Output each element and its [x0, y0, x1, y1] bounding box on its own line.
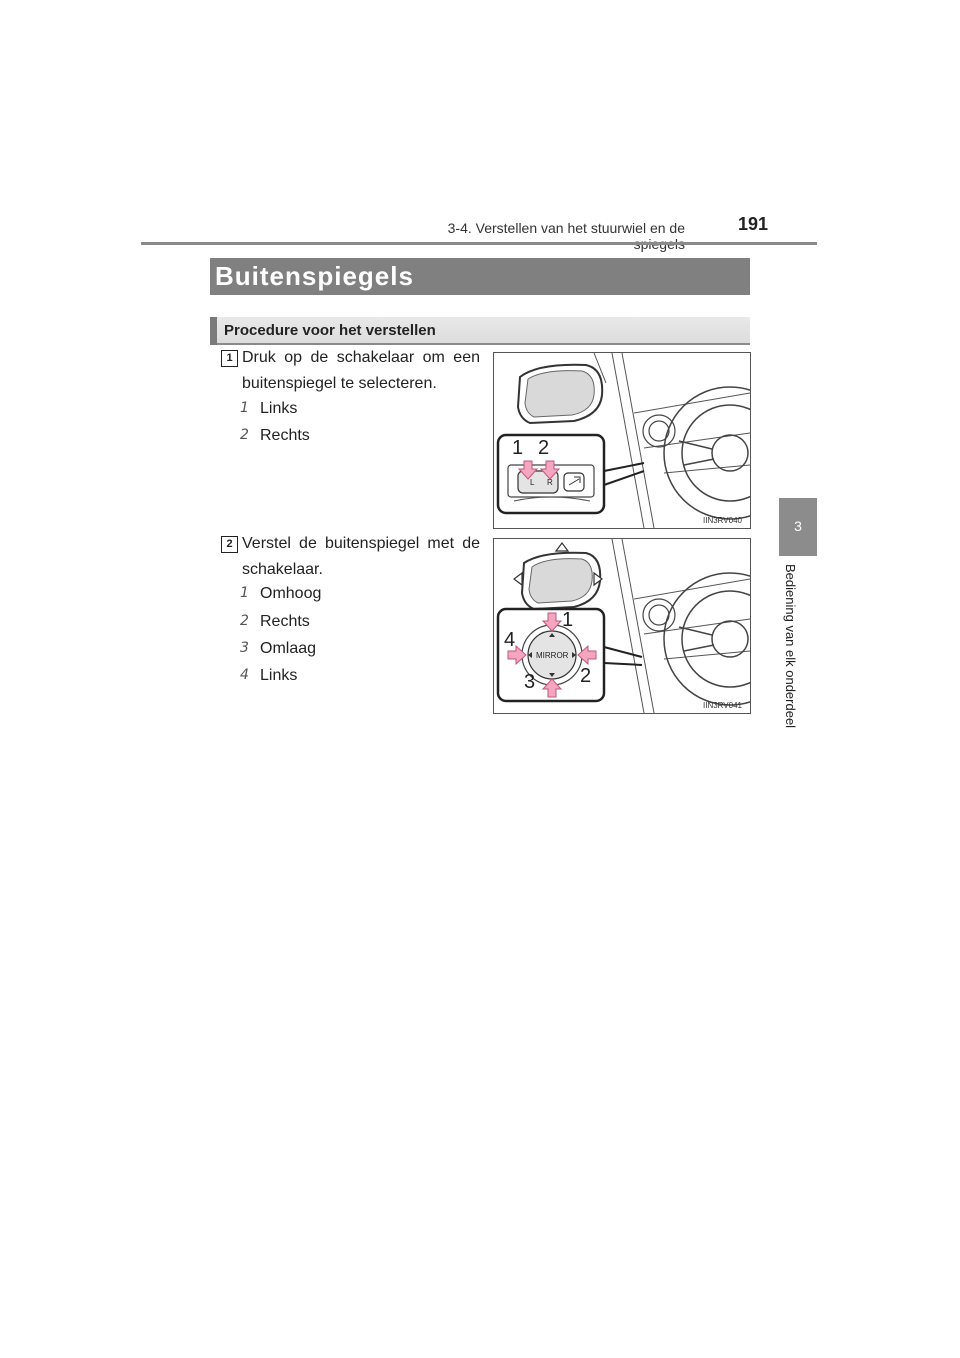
step-2-item-label: Rechts [260, 613, 310, 630]
step-2-item-label: Links [260, 667, 298, 684]
step-2-text-line1: Verstel de buitenspiegel met de [242, 535, 480, 552]
step-1-item-label: Links [260, 400, 298, 417]
section-header: 3-4. Verstellen van het stuurwiel en de [447, 220, 685, 236]
figure-mirror-select [493, 352, 751, 529]
figure-1-illustration [494, 353, 750, 528]
step-2-item-number: 2 [240, 613, 249, 629]
step-number-2: 2 [221, 536, 238, 553]
step-2-text-line2: schakelaar. [242, 561, 323, 578]
step-1-text-line2: buitenspiegel te selecteren. [242, 375, 437, 392]
callout-4: 4 [504, 629, 516, 651]
subheading-title: Procedure voor het verstellen [224, 322, 436, 339]
switch-label: MIRROR [536, 651, 569, 660]
step-1-item-number: 2 [240, 427, 249, 443]
callout-3: 3 [524, 671, 536, 693]
figure-code: IIN3RV041 [703, 701, 742, 710]
step-2-item-number: 4 [240, 667, 249, 683]
step-1-text-line1: Druk op de schakelaar om een [242, 349, 480, 366]
step-1-item-number: 1 [240, 400, 249, 416]
callout-2: 2 [580, 665, 592, 687]
chapter-number: 3 [794, 518, 802, 534]
step-2-item-label: Omlaag [260, 640, 317, 657]
chapter-title: Bediening van elk onderdeel [783, 564, 798, 729]
callout-2: 2 [538, 437, 550, 459]
callout-1: 1 [562, 609, 574, 631]
step-2-item-label: Omhoog [260, 585, 322, 602]
figure-mirror-adjust [493, 538, 751, 714]
step-2-item-number: 1 [240, 585, 249, 601]
step-number-1: 1 [221, 350, 238, 367]
page-number: 191 [738, 214, 769, 234]
subheading-accent [210, 317, 217, 345]
callout-1: 1 [512, 437, 524, 459]
button-label-l: L [530, 478, 535, 487]
figure-code: IIN3RV040 [703, 516, 742, 525]
step-1-item-label: Rechts [260, 427, 310, 444]
step-2-item-number: 3 [240, 640, 249, 656]
side-mirror-shape [522, 553, 600, 609]
button-label-r: R [547, 478, 553, 487]
header-rule [141, 242, 817, 245]
page-title: Buitenspiegels [215, 261, 414, 291]
side-mirror-shape [518, 365, 602, 423]
